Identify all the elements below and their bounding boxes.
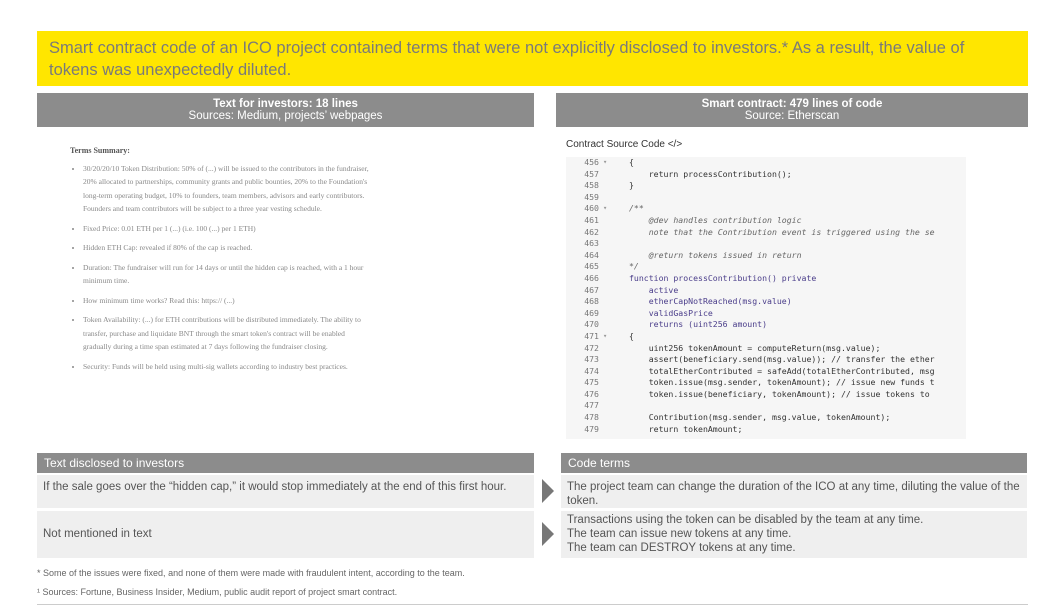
line-number: 466 [584,272,599,283]
code-text: */ [629,261,639,272]
code-text: token.issue(msg.sender, tokenAmount); // issue new funds t [629,377,935,388]
footnote-asterisk: * Some of the issues were fixed, and none of them were made with fraudulent intent, according to the team. [37,568,465,578]
line-number: 469 [584,307,599,318]
terms-list [70,162,370,374]
line-number: 474 [584,365,599,376]
terms-item: • Duration: The fundraiser will run for 14 days or until the hidden cap is reached, with a 1 hour minimum time. [83,261,370,288]
line-number: 459 [584,191,599,202]
code-line [566,377,966,389]
smart-contract-header [556,93,1028,127]
code-line [566,192,966,204]
fold-icon [603,273,613,285]
code-line [566,412,966,424]
fold-icon [603,285,613,297]
code-line [566,203,966,215]
fold-icon [603,424,613,436]
code-line [566,273,966,285]
fold-icon [603,366,613,378]
terms-item: • Hidden ETH Cap: revealed if 80% of the cap is reached. [83,241,370,255]
code-text: totalEtherContributed = safeAdd(totalEtherContributed, msg [629,365,935,376]
contract-code-block [566,157,966,439]
terms-summary-title: Terms Summary: [70,146,130,155]
terms-item: • Token Availability: (...) for ETH contributions will be distributed immediately. The ability to transfer, purchase and liquidate BNT through the smart token's contract will be enabled gradually during a time span estimated at 7 days following the fundraiser closing. [83,313,370,354]
code-line [566,296,966,308]
fold-icon [603,412,613,424]
code-text: } [629,180,634,191]
code-line [566,389,966,401]
smart-contract-header-title: Smart contract: 479 lines of code [701,98,883,110]
line-number: 456 [584,157,599,167]
fold-icon [603,261,613,273]
code-line [566,169,966,181]
line-number: 470 [584,319,599,330]
fold-icon [603,215,613,227]
fold-icon [603,354,613,366]
code-text: @dev handles contribution logic [629,214,802,225]
line-number: 457 [584,168,599,179]
code-text: @return tokens issued in return [629,249,802,260]
fold-icon [603,343,613,355]
line-number: 476 [584,388,599,399]
arrow-right-icon [542,522,554,546]
investor-text-header-source: Sources: Medium, projects’ webpages [188,110,383,122]
code-text: return tokenAmount; [629,423,743,434]
code-term-line: The team can DESTROY tokens at any time. [567,542,796,554]
terms-item: • Security: Funds will be held using multi-sig wallets according to industry best practices. [83,360,370,374]
line-number: 461 [584,214,599,225]
fold-icon[interactable]: ▾ [603,331,608,340]
code-terms-row-1 [561,475,1027,508]
code-text: assert(beneficiary.send(msg.value)); // transfer the ether [629,354,935,365]
code-term-line: Transactions using the token can be disabled by the team at any time. [567,514,924,526]
fold-icon [603,192,613,204]
code-line [566,261,966,273]
code-term-line: The project team can change the duration of the ICO at any time, diluting the value of the token. [567,481,1020,507]
fold-icon [603,377,613,389]
code-text: validGasPrice [629,307,713,318]
arrow-right-icon [542,479,554,503]
code-text: { [629,330,634,341]
contract-source-title: Contract Source Code </> [566,139,683,150]
disclosed-text-header: Text disclosed to investors [37,453,534,473]
headline-text: Smart contract code of an ICO project contained terms that were not explicitly disclosed to investors.* As a result, the value of tokens was unexpectedly diluted. [49,39,965,79]
code-text: return processContribution(); [629,168,792,179]
fold-icon [603,227,613,239]
code-text: active [629,284,679,295]
code-line [566,366,966,378]
line-number: 458 [584,180,599,191]
headline-banner [37,31,1028,86]
fold-icon[interactable]: ▾ [603,204,608,213]
fold-icon [603,389,613,401]
code-text: etherCapNotReached(msg.value) [629,296,792,307]
code-line [566,424,966,436]
fold-icon[interactable]: ▾ [603,158,608,166]
code-line [566,180,966,192]
code-text [613,192,629,204]
line-number: 460 [584,203,599,214]
line-number: 462 [584,226,599,237]
code-line [566,238,966,250]
smart-contract-header-source: Source: Etherscan [744,110,840,122]
code-line [566,308,966,320]
code-text: token.issue(beneficiary, tokenAmount); // issue tokens to [629,388,930,399]
code-terms-row-2 [561,511,1027,558]
code-text [613,238,629,250]
code-text [613,400,629,412]
fold-icon [603,296,613,308]
line-number: 463 [584,238,599,249]
code-text: note that the Contribution event is triggered using the se [629,226,935,237]
terms-summary [70,144,370,379]
code-text: /** [629,203,644,214]
code-line [566,215,966,227]
terms-item: • How minimum time works? Read this: https:// (...) [83,294,370,308]
line-number: 478 [584,412,599,423]
code-line [566,343,966,355]
fold-icon [603,238,613,250]
investor-text-header [37,93,534,127]
code-text: Contribution(msg.sender, msg.value, tokenAmount); [629,412,891,423]
line-number: 472 [584,342,599,353]
investor-text-header-title: Text for investors: 18 lines [213,98,358,110]
code-terms-header: Code terms [561,453,1027,473]
code-text: returns (uint256 amount) [629,319,768,330]
code-line [566,319,966,331]
disclosed-text-row-1: If the sale goes over the “hidden cap,” it would stop immediately at the end of this first hour. [37,475,534,508]
code-text: uint256 tokenAmount = computeReturn(msg.value); [629,342,881,353]
bottom-divider [37,604,1028,605]
line-number: 465 [584,261,599,272]
terms-item: • Fixed Price: 0.01 ETH per 1 (...) (i.e. 100 (...) per 1 ETH) [83,222,370,236]
line-number: 467 [584,284,599,295]
line-number: 471 [584,330,599,341]
fold-icon [603,319,613,331]
fold-icon [603,400,613,412]
code-text: function processContribution() private [629,272,817,283]
fold-icon [603,169,613,181]
line-number: 475 [584,377,599,388]
code-line [566,331,966,343]
line-number: 464 [584,249,599,260]
line-number: 479 [584,423,599,434]
code-line [566,354,966,366]
code-line [566,400,966,412]
line-number: 473 [584,354,599,365]
code-line [566,227,966,239]
fold-icon [603,308,613,320]
fold-icon [603,180,613,192]
code-term-line: The team can issue new tokens at any time. [567,528,792,540]
fold-icon [603,250,613,262]
line-number: 477 [584,400,599,411]
disclosed-text-row-2: Not mentioned in text [37,511,534,558]
terms-item: • 30/20/20/10 Token Distribution: 50% of (...) will be issued to the contributors in the fundraiser, 20% allocated to partnerships, community grants and public bounties, 20% to the Foundation's long-term operating budget, 10% to founders, team members, advisors and early contributors. Founders and team contributors will be subject to a three year vesting schedule. [83,162,370,216]
code-line [566,250,966,262]
footnote-sources: ¹ Sources: Fortune, Business Insider, Medium, public audit report of project smart contract. [37,587,398,597]
code-line [566,285,966,297]
line-number: 468 [584,296,599,307]
code-line [566,157,966,169]
code-text: { [629,157,634,167]
